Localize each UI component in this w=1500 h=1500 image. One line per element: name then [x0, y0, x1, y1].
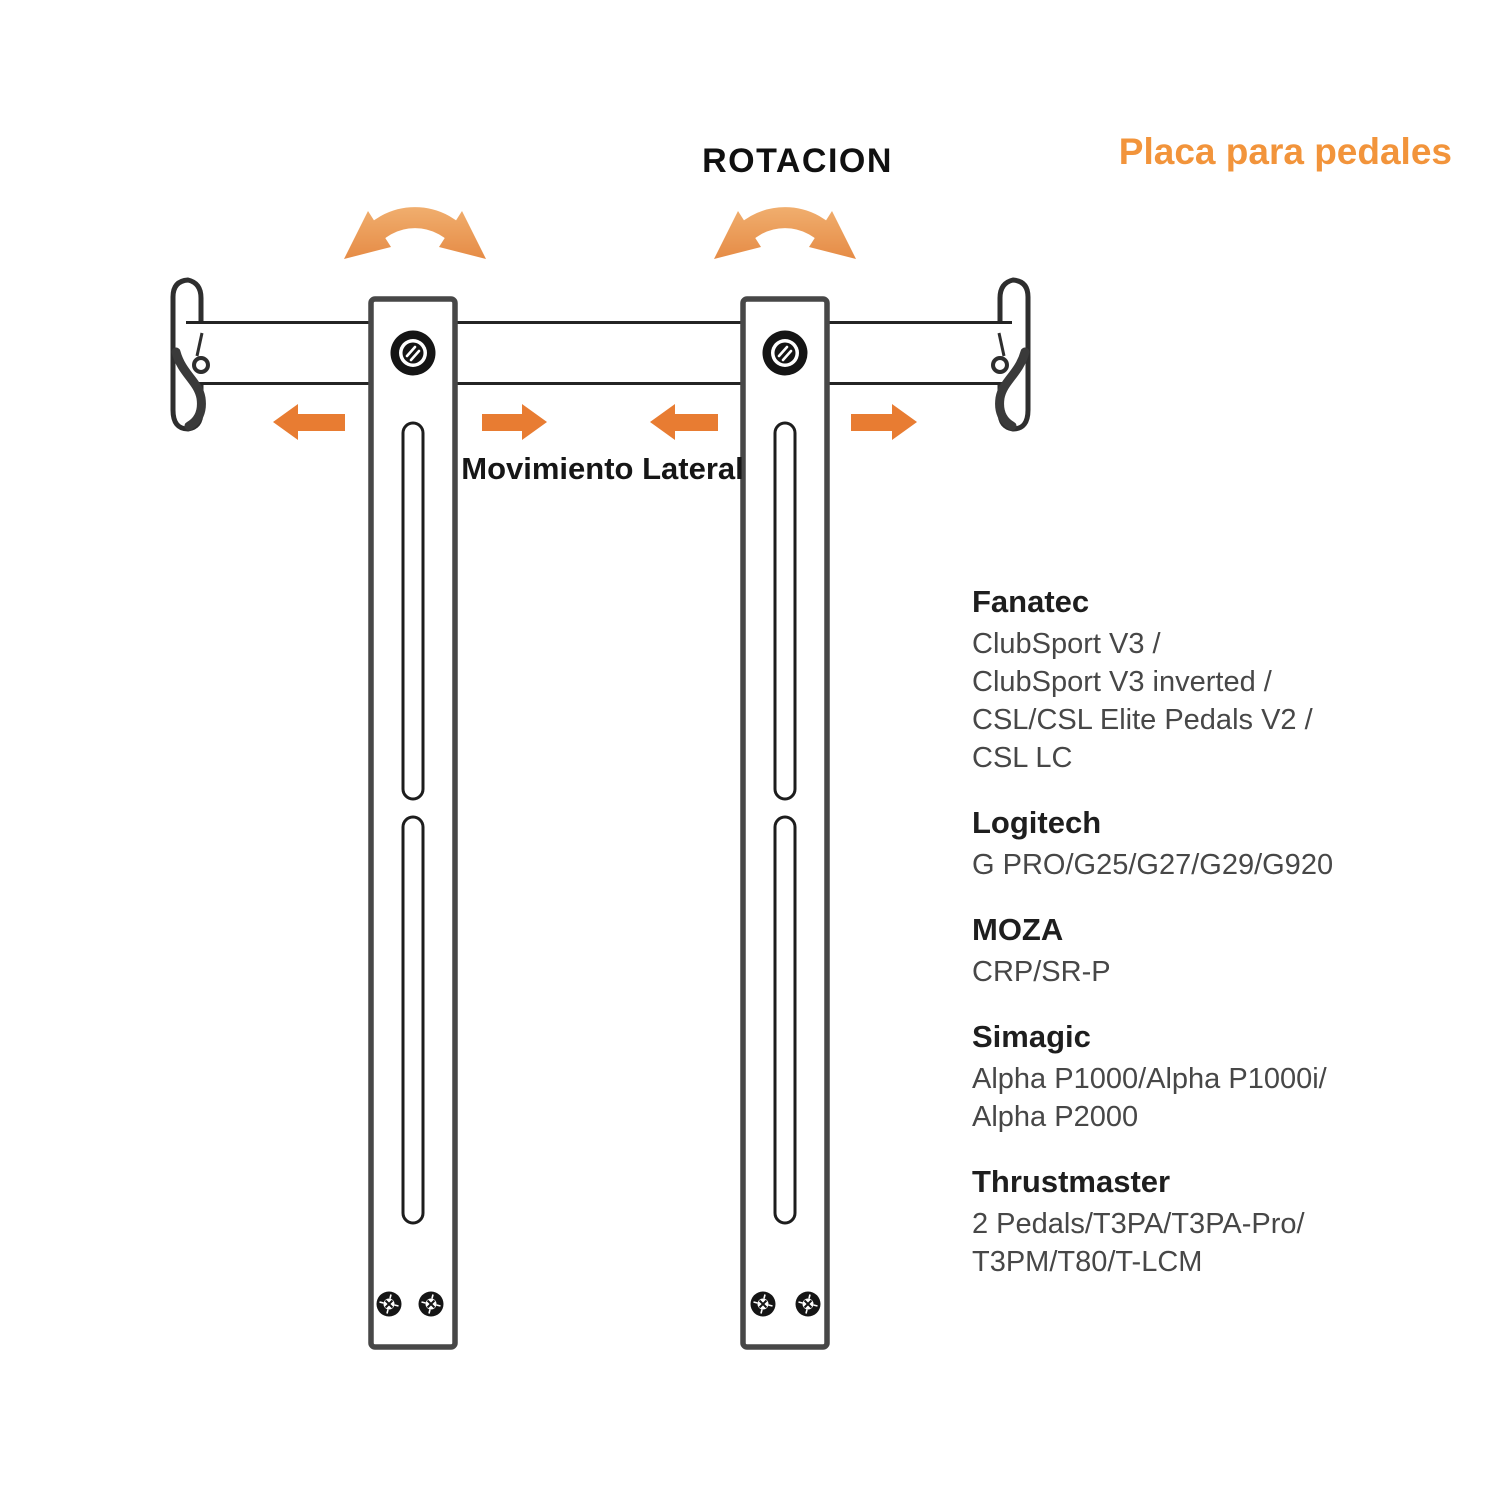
brand-section-thrustmaster [972, 1166, 1452, 1281]
brand-models-line: ClubSport V3 / [972, 628, 1161, 660]
page-title: Placa para pedales [1118, 131, 1452, 172]
brand-models-line: Alpha P1000/Alpha P1000i/ [972, 1063, 1327, 1095]
lateral-arrow-left-outer-icon [273, 404, 345, 440]
brand-models-line: ClubSport V3 inverted / [972, 666, 1272, 698]
lateral-arrow-left-inner-icon [482, 404, 547, 440]
brand-models-line: T3PM/T80/T-LCM [972, 1246, 1203, 1278]
brand-models-line: G PRO/G25/G27/G29/G920 [972, 849, 1334, 881]
lateral-arrow-right-outer-icon [851, 404, 917, 440]
brand-section-logitech [972, 807, 1452, 884]
crossbar [186, 323, 1012, 384]
brand-models-line: CSL/CSL Elite Pedals V2 / [972, 704, 1313, 736]
brand-models-line: CRP/SR-P [972, 956, 1111, 988]
brand-section-fanatec [972, 586, 1452, 777]
brand-name: Simagic [972, 1019, 1091, 1054]
rotation-label: ROTACION [702, 142, 893, 180]
compatibility-list [972, 586, 1452, 1311]
right-pivot-screw-icon [763, 331, 808, 376]
brand-models-line: CSL LC [972, 742, 1073, 774]
rotation-arc-arrow-right-icon [714, 211, 856, 259]
brand-section-moza [972, 914, 1452, 991]
brand-models-line: Alpha P2000 [972, 1101, 1139, 1133]
left-pivot-screw-icon [391, 331, 436, 376]
brand-models-line: 2 Pedals/T3PA/T3PA-Pro/ [972, 1208, 1305, 1240]
brand-name: Fanatec [972, 584, 1090, 619]
lateral-movement-label: Movimiento Lateral [461, 451, 744, 486]
brand-name: MOZA [972, 912, 1064, 947]
brand-name: Logitech [972, 805, 1102, 840]
brand-section-simagic [972, 1021, 1452, 1136]
rotation-arc-arrow-left-icon [344, 211, 486, 259]
brand-name: Thrustmaster [972, 1164, 1171, 1199]
lateral-arrow-right-inner-icon [650, 404, 718, 440]
